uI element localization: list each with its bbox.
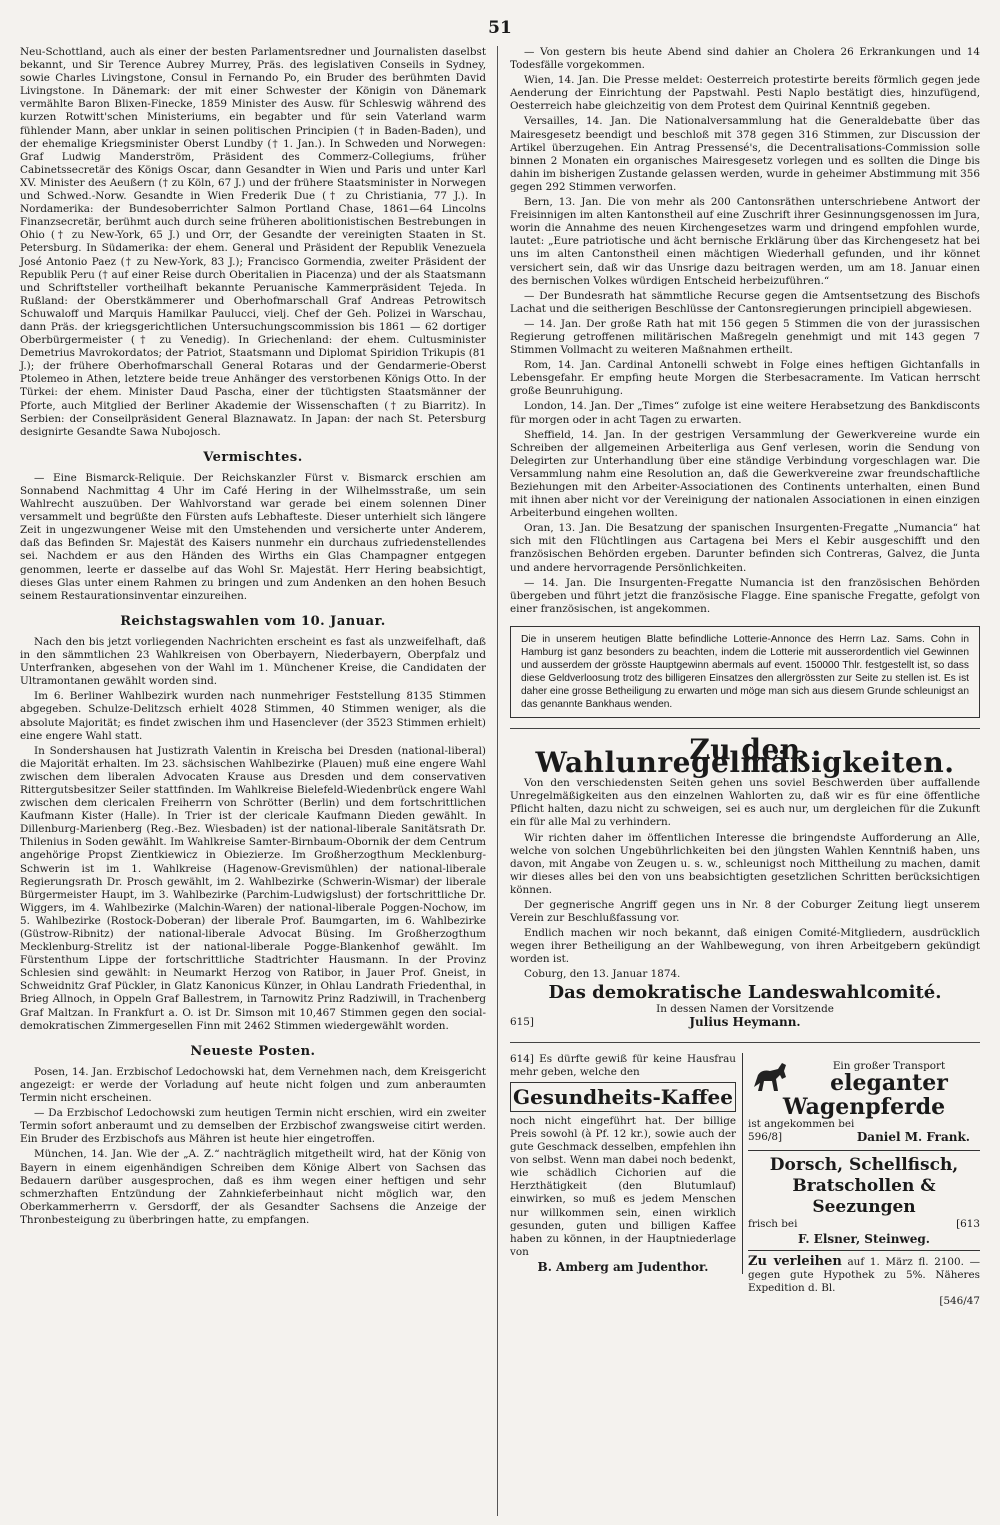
wahl-paragraph: Von den verschiedensten Seiten gehen uns soviel Beschwerden über auffallende Unregelmäßigkeiten aus den einzelnen Wahlorten zu, daß wir es für eine öffentliche Pflicht halten, dazu nicht zu schweigen, sei es auch nur, um dergleichen für die Zukunft ein für alle Mal zu verhindern. — [510, 777, 980, 829]
ad-kaffee-title: Gesundheits-Kaffee — [510, 1082, 736, 1112]
ad-kaffee-text: noch nicht eingeführt hat. Der billige Preis sowohl (à Pf. 12 kr.), sowie auch der gute Geschmack desselben, empfehlen ihn von selbst. Wenn man dabei noch bedenkt, wie schädlich Cichorien auf die Herzthätigkeit (den Blutumlauf) einwirken, so muß es jedem Menschen nur willkommen sein, einen wirklich gesunden, guten und billigen Kaffee haben zu können, in der Hauptniederlage von — [510, 1114, 736, 1258]
news-paragraph: Versailles, 14. Jan. Die Nationalversammlung hat die Generaldebatte über das Mairesgesetz beendigt und beschloß mit 378 gegen 316 Stimmen, zur Discussion der Artikel überzugehen. Ein Antrag Pressensé's, die Decentralisations-Commission solle binnen 2 Monaten ein organisches Mairesgesetz vorlegen und es sollten die Dinge bis dahin im bisherigen Zustande gelassen werden, wurde in geheimer Abstimmung mit 356 gegen 292 Stimmen verworfen. — [510, 115, 980, 193]
vermischtes-heading: Vermischtes. — [203, 449, 303, 465]
ad-fish-sign: F. Elsner, Steinweg. — [798, 1231, 930, 1246]
news-paragraph: London, 14. Jan. Der „Times“ zufolge ist eine weitere Herabsetzung des Bankdisconts für morgen oder in acht Tagen zu erwarten. — [510, 400, 980, 426]
vermischtes-paragraph: — Eine Bismarck-Reliquie. Der Reichskanzler Fürst v. Bismarck erschien am Sonnabend Nachmittag 4 Uhr im Café Hering in der Wilhelmsstraße, um sein Wahlrecht auszuüben. Der Wahlvorstand war gerade bei einem solennen Diner versammelt und begrüßte den Fürsten aufs Lebhafteste. Dieser unterhielt sich längere Zeit in ungezwungener Weise mit den Umstehenden und versicherte unter Anderem, daß das Befinden Sr. Majestät des Kaisers nunmehr ein durchaus zufriedenstellendes sei. Nachdem er aus den Händen des Wirths ein Glas Champagner entgegen genommen, leerte er dasselbe auf das Wohl Sr. Majestät. Herr Hering beabsichtigt, dieses Glas unter einem Rahmen zu bringen und zum Andenken an den hohen Besuch seinem Restaurationsinventar einzureihen. — [20, 471, 486, 602]
ad-horses-title2: Wagenpferde — [782, 1093, 946, 1120]
left-column — [20, 46, 486, 1229]
divider — [510, 728, 980, 729]
wahl-paragraph: Der gegnerische Angriff gegen uns in Nr. 8 der Coburger Zeitung liegt unserem Verein zur Beschlußfassung vor. — [510, 898, 980, 925]
news-paragraph: Oran, 13. Jan. Die Besatzung der spanischen Insurgenten-Fregatte „Numancia“ hat sich mit den Flüchtlingen aus Cartagena bei Mers el Kebir ausgeschifft und den französischen Behörden ergeben. Darunter befinden sich Contreras, Galvez, die Junta und andere hervorragende Persönlichkeiten. — [510, 522, 980, 574]
news-paragraph: — 14. Jan. Der große Rath hat mit 156 gegen 5 Stimmen die von der jurassischen Regierung getroffenen militärischen Maßregeln genehmigt und mit 143 gegen 7 Stimmen Vollmacht zu weiteren Maßnahmen ertheilt. — [510, 317, 980, 357]
ad-loan-title: Zu verleihen — [748, 1253, 842, 1269]
ad-kaffee — [510, 1053, 743, 1274]
ad-column-right — [748, 1053, 980, 1313]
ad-kaffee-sign: B. Amberg am Judenthor. — [537, 1259, 709, 1274]
news-paragraph: Bern, 13. Jan. Die von mehr als 200 Cantonsräthen unterschriebene Antwort der Freisinnigen im alten Kantonstheil auf eine Zuschrift ihrer Gesinnungsgenossen im Jura, worin die Annahme des neuen Kirchengesetzes warm und dringend empfohlen wurde, lautet: „Eure patriotische und ächt bernische Erklärung über das Kirchengesetz hat bei uns im alten Cantonstheil einen mächtigen Wiederhall gefunden, und ihr könnet versichert sein, daß wir das Unsrige dazu beitragen werden, um am 18. Januar einen des bernischen Volkes würdigen Entscheid herbeizuführen.“ — [510, 196, 980, 287]
news-paragraph: — 14. Jan. Die Insurgenten-Fregatte Numancia ist den französischen Behörden übergeben und führt jetzt die französische Flagge. Eine spanische Fregatte, gefolgt von einer französischen, ist angekommen. — [510, 576, 980, 615]
wahl-ref: 615] — [510, 1015, 534, 1028]
right-column — [510, 46, 980, 1413]
ad-fish-title: Dorsch, Schellfisch, Bratschollen & Seezungen — [769, 1154, 959, 1217]
ad-horses-intro: Ein großer Transport — [832, 1059, 946, 1072]
lotterie-text: Die in unserem heutigen Blatte befindliche Lotterie-Annonce des Herrn Laz. Sams. Cohn in Hamburg ist ganz besonders zu beachten, indem die Lotterie mit ausserordentlich viel Gewinnen und ausserdem der grösste Hauptgewinn abermals auf event. 150000 Thlr. festgestellt ist, so dass diese Geldverloosung trotz des billigeren Einsatzes den allergrössten zur Seite zu stellen ist. Es ist daher eine grosse Betheiligung zu erwarten und möge man sich aus diesem Grunde schleunigst an das genannte Bankhaus wenden. — [521, 633, 969, 710]
wahl-paragraph: Endlich machen wir noch bekannt, daß einigen Comité-Mitgliedern, ausdrücklich wegen ihrer Betheiligung an der Wahlbewegung, von ihren Arbeitgebern gekündigt worden ist. — [510, 927, 980, 966]
wahlen-paragraph: In Sondershausen hat Justizrath Valentin in Kreischa bei Dresden (national-liberal) die Majorität erhalten. Im 23. sächsischen Wahlbezirke (Plauen) muß eine engere Wahl zwischen dem liberalen Advocaten Krause aus Dresden und dem conservativen Rittergutsbesitzer Seiler stattfinden. Im Wahlkreise Bielefeld-Wiedenbrück engere Wahl zwischen dem clericalen Freiherrn von Schrötter (Berlin) und dem fortschrittlichen Kaufmann Kister (Halle). In Trier ist der clericale Kaufmann Dieden gewählt. In Dillenburg-Marienberg (Reg.-Bez. Wiesbaden) ist der national-liberale Sanitätsrath Dr. Thilenius in Soden gewählt. Im Wahlkreise Samter-Birnbaum-Obornik der dem Centrum angehörige Propst Zientkiewicz in Obiezierze. Im Großherzogthum Mecklenburg-Schwerin ist im 1. Wahlkreise (Hagenow-Grevismühlen) der national-liberale Regierungsrath Dr. Prosch gewählt, im 2. Wahlbezirke (Schwerin-Wismar) der liberale Bürgermeister Haupt, im 3. Wahlbezirke (Parchim-Ludwigslust) der fortschrittliche Dr. Wiggers, im 4. Wahlbezirke (Malchin-Waren) der national-liberale Poggen-Nochow, im 5. Wahlbezirke (Rostock-Doberan) der liberale Prof. Baumgarten, im 6. Wahlbezirke (Güstrow-Ribnitz) der national-liberale Advocat Büsing. Im Großherzogthum Mecklenburg-Strelitz ist der national-liberale Pogge-Blankenhof gewählt. Im Fürstenthum Lippe der fortschrittliche Stadtrichter Hausmann. In der Provinz Schlesien sind gewählt: in Neumarkt Herzog von Ratibor, in Jauer Prof. Gneist, in Schweidnitz Graf Pückler, in Glatz Kanonicus Künzer, in Ohlau Landrath Friedenthal, in Brieg Allnoch, in Oppeln Graf Ballestrem, in Tarnowitz Prinz Radziwill, in Trachenberg Graf Maltzan. In Frankfurt a. O. ist Dr. Simson mit 10,467 Stimmen gegen den social-demokratischen Zimmergesellen Finn mit 2462 Stimmen wiedergewählt worden. — [20, 744, 486, 1032]
ad-horses-text: ist angekommen bei — [748, 1117, 855, 1130]
wahl-signature-row — [510, 1016, 980, 1032]
posten-paragraph: Posen, 14. Jan. Erzbischof Ledochowski hat, dem Vernehmen nach, dem Kreisgericht angezeigt: er werde der Vorladung auf heute nicht folgen und zum anberaumten Termin nicht erscheinen. — [20, 1065, 486, 1105]
news-paragraph: — Von gestern bis heute Abend sind dahier an Cholera 26 Erkrankungen und 14 Todesfälle vorgekommen. — [510, 46, 980, 72]
news-paragraph: Rom, 14. Jan. Cardinal Antonelli schwebt in Folge eines heftigen Gichtanfalls in Lebensgefahr. Er empfing heute Morgen die Sterbesacramente. Im Vatican herrscht große Beunruhigung. — [510, 359, 980, 398]
wahlen-heading: Reichstagswahlen vom 10. Januar. — [120, 613, 386, 629]
wahl-paragraph: Wir richten daher im öffentlichen Interesse die bringendste Aufforderung an Alle, welche von solchen Ungebührlichkeiten bei den jüngsten Wahlen Kenntniß haben, uns davon, mit Angabe von Zeugen u. s. w., schleunigst noch Mittheilung zu machen, damit wir dieses alles bei den von uns beabsichtigten gesetzlichen Schritten berücksichtigen können. — [510, 831, 980, 896]
divider — [510, 1042, 980, 1043]
posten-paragraph: — Da Erzbischof Ledochowski zum heutigen Termin nicht erschien, wird ein zweiter Termin sofort anberaumt und zu demselben der Erzbischof zwangsweise citirt werden. Ein Bruder des Erzbischofs aus Mähren ist heute hier eingetroffen. — [20, 1107, 486, 1146]
wahl-heading: Zu den Wahlunregelmäßigkeiten. — [535, 732, 955, 780]
ad-horses-title1: eleganter — [830, 1069, 948, 1096]
news-paragraph: — Der Bundesrath hat sämmtliche Recurse gegen die Amtsentsetzung des Bischofs Lachat und die seitherigen Beschlüsse der Cantonsregierungen principiell abgewiesen. — [510, 289, 980, 315]
ad-horses-ref: 596/8] — [748, 1130, 782, 1143]
obituary-paragraph: Neu-Schottland, auch als einer der besten Parlamentsredner und Journalisten daselbst bekannt, und Sir Terence Aubrey Murrey, Präs. des legislativen Conseils in Sydney, sowie Charles Livingstone, Consul in Fernando Po, ein Bruder des berühmten David Livingstone. In Dänemark: der mit einer Schwester der Königin von Dänemark vermählte Baron Blixen-Finecke, 1859 Minister des Ausw. für Schleswig während des kurzen Rotwitt'schen Ministeriums, ein begabter und für sein Vaterland warm fühlender Mann, aber unklar in seinen politischen Principien († in Baden-Baden), und der ehemalige Kriegsminister Oberst Lundby († 1. Jan.). In Schweden und Norwegen: Graf Ludwig Manderström, Präsident des Commerz-Collegiums, früher Cabinetssecretär des Königs Oscar, dann Gesandter in Wien und Paris und unter Karl XV. Minister des Aeußern († zu Köln, 67 J.) und der frühere Staatsminister in Norwegen und Schwed.-Norw. Gesandte in Wien Frederik Due († zu Christiania, 77 J.). In Nordamerika: der Bundesoberrichter Salmon Portland Chase, 1861—64 Lincolns Finanzsecretär, berühmt auch durch seine früheren abolitionistischen Bestrebungen in Ohio († zu New-York, 65 J.) und Orr, der Gesandte der vereinigten Staaten in St. Petersburg. In Südamerika: der ehem. General und Präsident der Republik Venezuela José Antonio Paez († zu New-York, 83 J.); Francisco Gormendia, zweiter Präsident der Republik Peru († auf einer Reise durch Oberitalien in Piacenza) und der als Staatsmann und Schriftsteller vortheilhaft bekannte Peruanische Kammerpräsident Tejeda. In Rußland: der Oberstkämmerer und Oberhofmarschall Graf Andreas Petrowitsch Schuwaloff und Marquis Hamilkar Paulucci, vielj. Chef der Geh. Polizei in Warschau, dann Präs. der kriegsgerichtlichen Untersuchungscommission bis 1861 — 62 dortiger Oberbürgermeister († zu Venedig). In Griechenland: der ehem. Cultusminister Demetrius Mavrokordatos; der Patriot, Staatsmann und Diplomat Spiridion Trikupis (81 J.); der frühere Oberhofmarschall General Rotaras und der Gendarmerie-Oberst Ptolemeo in Athen, letztere beide treue Anhänger des verstorbenen Königs Otto. In der Türkei: der ehem. Minister Daud Pascha, einer der tüchtigsten Staatsmänner der Pforte, auch Mitglied der Berliner Akademie der Wissenschaften († zu Biarritz). In Serbien: der Conseilpräsident General Blaznawatz. In Japan: der nach St. Petersburg designirte Gesandte Sawa Nubojosch. — [20, 46, 486, 438]
ad-fish-ref: [613 — [956, 1217, 980, 1230]
wahl-signature-title: Das demokratische Landeswahlcomité. — [548, 981, 942, 1003]
wahl-signature-name: Julius Heymann. — [689, 1014, 801, 1029]
ad-loan-text: auf 1. März fl. 2100. — gegen gute Hypothek zu 5%. Näheres Expedition d. Bl. — [748, 1255, 980, 1295]
posten-paragraph: München, 14. Jan. Wie der „A. Z.“ nachträglich mitgetheilt wird, hat der König von Bayern in einem eigenhändigen Schreiben dem Könige Albert von Sachsen das Bedauern darüber ausgesprochen, daß es ihm wegen einer heftigen und sehr schmerzhaften Entzündung der Zahnkieferbeinhaut nicht möglich war, den Oberkammerherrn v. Gersdorff, der als Gesandter Sachsens die Anzeige der Thronbesteigung zu überbringen hatte, zu empfangen. — [20, 1148, 486, 1226]
ad-horses — [748, 1053, 980, 1151]
ad-kaffee-intro: 614] Es dürfte gewiß für keine Hausfrau mehr geben, welche den — [510, 1052, 736, 1078]
news-paragraph: Sheffield, 14. Jan. In der gestrigen Versammlung der Gewerkvereine wurde ein Schreiben der allgemeinen Arbeiterliga aus Genf verlesen, worin die Sendung von Delegirten zur Unterhandlung über eine ständige Verbindung vorgeschlagen war. Die Versammlung nahm eine Resolution an, daß die Gewerkvereine zwar freundschaftliche Beziehungen mit den Arbeiter-Associationen des Continents unterhalten, einen Bund mit ihnen aber nicht vor der Vereinigung der nationalen Associationen in einen einzigen Arbeiterbund eingehen wollten. — [510, 428, 980, 520]
lotterie-notice — [510, 626, 980, 718]
column-divider — [497, 46, 498, 1516]
ad-horses-sign: Daniel M. Frank. — [856, 1129, 970, 1144]
page-number: 51 — [488, 18, 512, 38]
horse-icon — [748, 1057, 792, 1097]
wahl-signature-sub: In dessen Namen der Vorsitzende — [656, 1002, 834, 1015]
wahlen-paragraph: Im 6. Berliner Wahlbezirk wurden nach nunmehriger Feststellung 8135 Stimmen abgegeben. Schulze-Delitzsch erhielt 4028 Stimmen, 40 Stimmen weniger, als die absolute Majorität; es findet zwischen ihm und Hasenclever (der 3523 Stimmen erhielt) eine engere Wahl statt. — [20, 690, 486, 742]
ad-fish — [748, 1151, 980, 1251]
wahl-date: Coburg, den 13. Januar 1874. — [524, 968, 681, 981]
ad-loan-ref: [546/47 — [939, 1295, 980, 1308]
wahlen-paragraph: Nach den bis jetzt vorliegenden Nachrichten erscheint es fast als unzweifelhaft, daß in den sämmtlichen 23 Wahlkreisen von Oberbayern, Niederbayern, Oberpfalz und Unterfranken, abgesehen von der Wahl im 1. Münchener Kreise, die Candidaten der Ultramontanen gewählt worden sind. — [20, 635, 486, 688]
ad-loan — [748, 1251, 980, 1312]
posten-heading: Neueste Posten. — [190, 1043, 316, 1059]
news-paragraph: Wien, 14. Jan. Die Presse meldet: Oesterreich protestirte bereits förmlich gegen jede Aenderung der Einrichtung der Papstwahl. Pesti Naplo bestätigt dies, hinzufügend, Oesterreich habe gleichzeitig von dem Protest dem Quirinal Kenntniß gegeben. — [510, 74, 980, 113]
classified-ads — [510, 1053, 980, 1413]
ad-fish-text: frisch bei — [748, 1217, 798, 1230]
